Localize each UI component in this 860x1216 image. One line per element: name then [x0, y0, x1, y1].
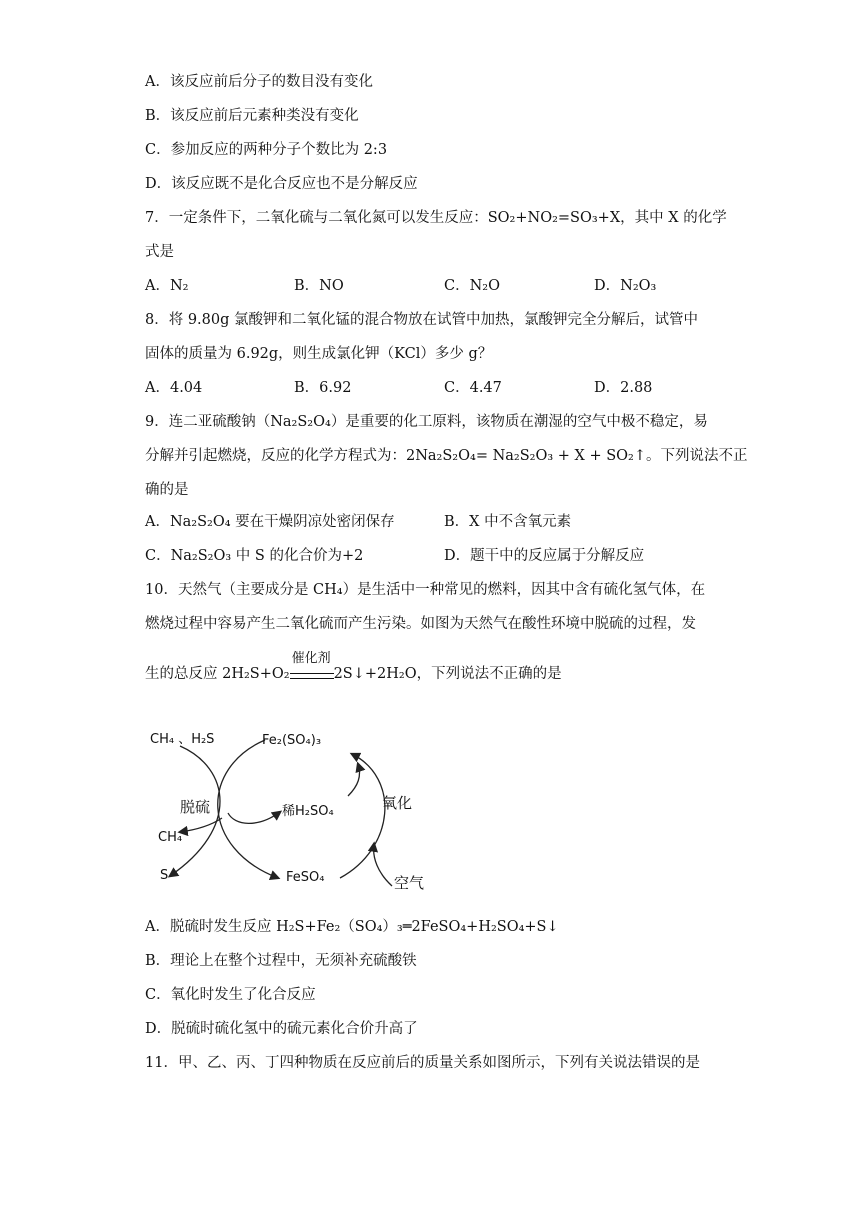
q8-stem-line1: 8．将 9.80g 氯酸钾和二氧化锰的混合物放在试管中加热，氯酸钾完全分解后，试管中	[145, 312, 699, 328]
q10-option-d: D．脱硫时硫化氢中的硫元素化合价升高了	[145, 1021, 418, 1037]
q9-option-a: A．Na₂S₂O₄ 要在干燥阴凉处密闭保存	[145, 514, 395, 530]
q6-option-d: D．该反应既不是化合反应也不是分解反应	[145, 176, 418, 192]
label-ch4-h2s: CH₄ 、H₂S	[150, 732, 215, 747]
q6-option-b: B．该反应前后元素种类没有变化	[145, 108, 359, 124]
q10-option-a: A．脱硫时发生反应 H₂S+Fe₂（SO₄）₃═2FeSO₄+H₂SO₄+S↓	[145, 919, 559, 935]
q7-option-d: D．N₂O₃	[594, 278, 657, 294]
q7-option-c: C．N₂O	[444, 278, 500, 294]
q9-stem-line3: 确的是	[145, 482, 189, 498]
q10-stem-line3	[145, 651, 562, 684]
q10-stem-line1: 10．天然气（主要成分是 CH₄）是生活中一种常见的燃料，因其中含有硫化氢气体，在	[145, 582, 706, 598]
desulfurization-diagram	[140, 718, 440, 898]
label-fe2so43: Fe₂(SO₄)₃	[262, 733, 322, 748]
q10-stem-line2: 燃烧过程中容易产生二氧化硫而产生污染。如图为天然气在酸性环境中脱硫的过程，发	[145, 616, 696, 632]
q6-option-c: C．参加反应的两种分子个数比为 2:3	[145, 142, 388, 158]
q8-option-d: D．2.88	[594, 380, 653, 396]
q6-option-a: A．该反应前后分子的数目没有变化	[145, 74, 373, 90]
q9-stem-line2: 分解并引起燃烧，反应的化学方程式为：2Na₂S₂O₄= Na₂S₂O₃ + X + SO₂↑。下列说法不正	[145, 448, 748, 464]
q7-option-b: B．NO	[294, 278, 344, 294]
label-feso4: FeSO₄	[286, 870, 325, 885]
q9-option-c: C．Na₂S₂O₃ 中 S 的化合价为+2	[145, 548, 364, 564]
q10-equation-left: 生的总反应 2H₂S+O₂	[145, 666, 290, 682]
label-ch4: CH₄	[158, 830, 183, 845]
q8-option-c: C．4.47	[444, 380, 502, 396]
q9-option-d: D．题干中的反应属于分解反应	[444, 548, 645, 564]
q9-stem-line1: 9．连二亚硫酸钠（Na₂S₂O₄）是重要的化工原料，该物质在潮湿的空气中极不稳定，易	[145, 414, 708, 430]
q10-catalyst-label: 催化剂	[291, 651, 331, 666]
q7-stem-line2: 式是	[145, 244, 174, 260]
label-oxidation: 氧化	[382, 794, 413, 812]
q10-equation-arrow	[290, 651, 334, 684]
label-s: S	[160, 868, 169, 883]
q10-equals-sign	[290, 673, 334, 679]
q7-stem-line1: 7．一定条件下，二氧化硫与二氧化氮可以发生反应：SO₂+NO₂=SO₃+X，其中 X 的化学	[145, 210, 727, 226]
q10-equation-right: 2S↓+2H₂O，下列说法不正确的是	[333, 666, 562, 682]
q10-option-c: C．氧化时发生了化合反应	[145, 987, 316, 1003]
q8-option-a: A．4.04	[145, 380, 203, 396]
q10-option-b: B．理论上在整个过程中，无须补充硫酸铁	[145, 953, 417, 969]
q8-option-b: B．6.92	[294, 380, 352, 396]
label-dilute-h2so4: 稀H₂SO₄	[282, 804, 334, 819]
q9-option-b: B．X 中不含氧元素	[444, 514, 572, 530]
q7-option-a: A．N₂	[145, 278, 189, 294]
label-air: 空气	[394, 874, 425, 892]
q11-stem-line1: 11．甲、乙、丙、丁四种物质在反应前后的质量关系如图所示，下列有关说法错误的是	[145, 1055, 700, 1071]
q8-stem-line2: 固体的质量为 6.92g，则生成氯化钾（KCl）多少 g？	[145, 346, 493, 362]
label-desulfurization: 脱硫	[180, 798, 211, 816]
